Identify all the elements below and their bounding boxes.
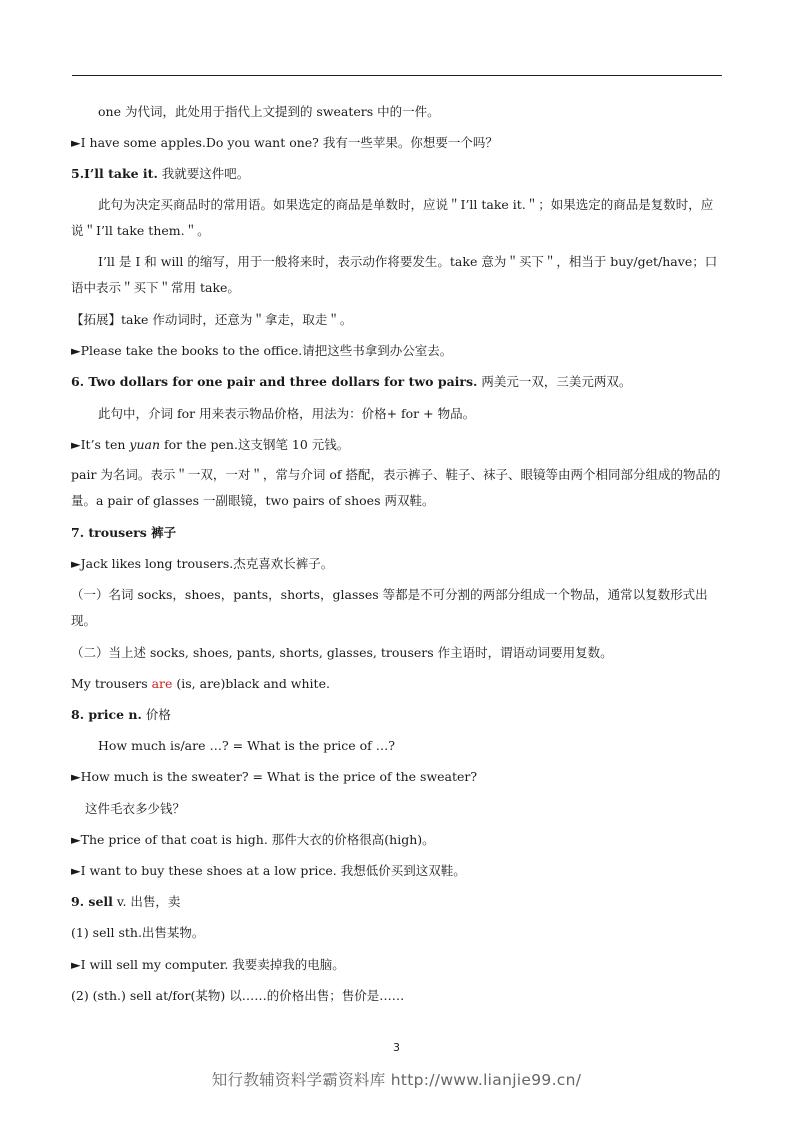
text-line: one 为代词，此处用于指代上文提到的 sweaters 中的一件。: [98, 104, 440, 119]
italic-word: yuan: [129, 436, 161, 452]
example-sentence: ►Jack likes long trousers.杰克喜欢长裤子。: [71, 556, 334, 572]
paragraph: I’ll 是 I 和 will 的缩写，用于一般将来时，表示动作将要发生。take 意为＂买下＂，相当于 buy/get/have；口语中表示＂买下＂常用 take。: [71, 254, 718, 296]
extension-note: 【拓展】take 作动词时，还意为＂拿走，取走＂。: [71, 311, 353, 327]
answer-word: are: [151, 675, 173, 691]
paragraph: 此句为决定买商品时的常用语。如果选定的商品是单数时，应说＂I’ll take it.＂；如果选定的商品是复数时，应说＂I’ll take them.＂。: [71, 197, 714, 239]
section-heading: [71, 366, 721, 397]
text-line: （二）当上述 socks, shoes, pants, shorts, glasses, trousers 作主语时，谓语动词要用复数。: [71, 644, 613, 660]
example-sentence: ►How much is the sweater? = What is the price of the sweater?: [71, 769, 478, 785]
example-sentence: ►Please take the books to the office.请把这些书拿到办公室去。: [71, 343, 453, 359]
text-line: (1) sell sth.出售某物。: [71, 925, 205, 941]
heading-label: 8. price n.: [71, 707, 142, 722]
paragraph: （一）名词 socks，shoes，pants，shorts，glasses 等都是不可分割的两部分组成一个物品，通常以复数形式出现。: [71, 587, 708, 629]
heading-translation: v. 出售，卖: [112, 894, 181, 910]
text-line: 此句中，介词 for 用来表示物品价格，用法为：价格+ for + 物品。: [98, 405, 476, 421]
example-sentence: ►The price of that coat is high. 那件大衣的价格很高(high)。: [71, 831, 435, 847]
example-sentence: [71, 668, 721, 699]
text-line: How much is/are …? = What is the price of …?: [98, 738, 395, 754]
text-segment: ►It’s ten: [71, 436, 130, 452]
heading-translation: 价格: [141, 707, 171, 722]
paragraph: pair 为名词。表示＂一双，一对＂，常与介词 of 搭配，表示裤子、鞋子、袜子、眼镜等由两个相同部分组成的物品的量。a pair of glasses 一副眼镜，two pairs of shoes 两双鞋。: [71, 467, 721, 509]
heading-translation: 两美元一双，三美元两双。: [477, 374, 632, 390]
heading-label: 6. Two dollars for one pair and three dollars for two pairs.: [71, 374, 478, 390]
footer-watermark: 知行教辅资料学霸资料库 http://www.lianjie99.cn/: [211, 1071, 582, 1089]
heading-label: 5.I’ll take it.: [71, 166, 158, 182]
section-heading: [71, 886, 721, 917]
heading-label: 9. sell: [71, 894, 113, 910]
example-sentence: ►I want to buy these shoes at a low price. 我想低价买到这双鞋。: [71, 862, 466, 878]
example-sentence: ►I will sell my computer. 我要卖掉我的电脑。: [71, 956, 345, 972]
text-line: 这件毛衣多少钱？: [85, 800, 186, 816]
text-segment: My trousers: [71, 675, 152, 691]
page-number: 3: [393, 1041, 400, 1054]
document-body: [71, 96, 721, 1011]
heading-translation: 我就要这件吧。: [157, 166, 250, 182]
text-segment: for the pen.这支钢笔 10 元钱。: [160, 436, 350, 452]
text-line: (2) (sth.) sell at/for(某物) 以……的价格出售；售价是……: [71, 987, 405, 1003]
example-sentence: [71, 429, 721, 460]
example-sentence: ►I have some apples.Do you want one? 我有一些苹果。你想要一个吗？: [71, 135, 498, 151]
section-heading: [71, 158, 721, 189]
section-heading: 7. trousers 裤子: [71, 525, 177, 541]
section-heading: [71, 699, 721, 730]
header-rule: [72, 75, 722, 76]
text-segment: (is, are)black and white.: [172, 675, 330, 691]
